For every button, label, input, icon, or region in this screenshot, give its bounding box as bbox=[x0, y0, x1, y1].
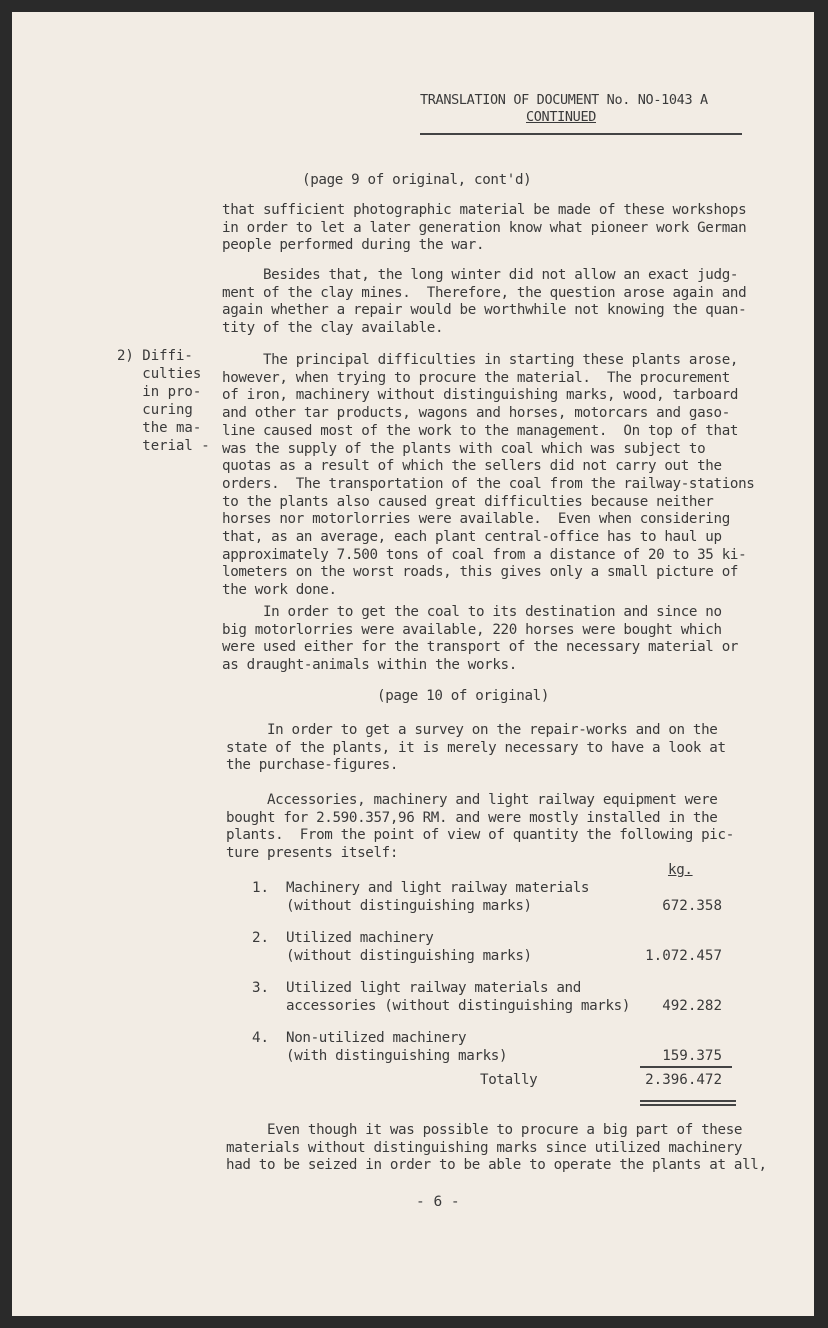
header-underline bbox=[420, 133, 742, 135]
paragraph-5: In order to get a survey on the repair-works and on the state of the plants, it is merely necessary to have a look at the purchase-figures. bbox=[226, 722, 726, 774]
page-reference-9: (page 9 of original, cont'd) bbox=[302, 172, 532, 188]
item-number: 4. bbox=[252, 1030, 270, 1046]
document-page bbox=[12, 12, 814, 1316]
item-value: 672.358 bbox=[662, 898, 722, 914]
item-description: Non-utilized machinery (with distinguishing marks) bbox=[286, 1030, 508, 1064]
item-number: 3. bbox=[252, 980, 270, 996]
paragraph-2: Besides that, the long winter did not allow an exact judg- ment of the clay mines. Therefore, the question arose again and again whether a repair would be worthwhile not knowing the quan- tity of the clay available. bbox=[222, 267, 747, 337]
item-number: 2. bbox=[252, 930, 270, 946]
paragraph-1: that sufficient photographic material be made of these workshops in order to let a later generation know what pioneer work German people performed during the war. bbox=[222, 202, 747, 254]
total-value: 2.396.472 bbox=[645, 1072, 722, 1088]
item-description: Utilized light railway materials and accessories (without distinguishing marks) bbox=[286, 980, 631, 1014]
item-value: 492.282 bbox=[662, 998, 722, 1014]
total-label: Totally bbox=[480, 1072, 538, 1088]
document-header-continued: CONTINUED bbox=[526, 109, 596, 125]
paragraph-6: Accessories, machinery and light railway equipment were bought for 2.590.357,96 RM. and were mostly installed in the plants. From the point of view of quantity the following pic- ture presents itself: bbox=[226, 792, 734, 862]
margin-note-difficulties: 2) Diffi- culties in pro- curing the ma- terial - bbox=[117, 348, 210, 454]
page-reference-10: (page 10 of original) bbox=[377, 688, 550, 704]
document-header-title: TRANSLATION OF DOCUMENT No. NO-1043 A bbox=[420, 92, 708, 108]
item-number: 1. bbox=[252, 880, 270, 896]
page-number: - 6 - bbox=[416, 1194, 460, 1210]
item-description: Utilized machinery (without distinguishing marks) bbox=[286, 930, 532, 964]
sum-underline bbox=[640, 1066, 732, 1068]
item-value: 1.072.457 bbox=[645, 948, 722, 964]
paragraph-3: The principal difficulties in starting these plants arose, however, when trying to procure the material. The procurement of iron, machinery without distinguishing marks, wood, tarboard and other tar products, wagons and horses, motorcars and gaso- line caused most of the work to the management. On top of that was the supply of the plants with coal which was subject to quotas as a result of which the sellers did not carry out the orders. The transportation of the coal from the railway-stations to the plants also caused great difficulties because neither horses nor motorlorries were available. Even when considering that, as an average, each plant central-office has to haul up approximately 7.500 tons of coal from a distance of 20 to 35 ki- lometers on the worst roads, this gives only a small picture of the work done. bbox=[222, 352, 755, 599]
item-value: 159.375 bbox=[662, 1048, 722, 1064]
total-double-rule-top bbox=[640, 1100, 736, 1102]
paragraph-7: Even though it was possible to procure a big part of these materials without distinguishing marks since utilized machinery had to be seized in order to be able to operate the plants at all, bbox=[226, 1122, 767, 1174]
paragraph-4: In order to get the coal to its destination and since no big motorlorries were available, 220 horses were bought which were used either for the transport of the necessary material or as draught-animals within the works. bbox=[222, 604, 739, 674]
total-double-rule-bottom bbox=[640, 1104, 736, 1106]
item-description: Machinery and light railway materials (without distinguishing marks) bbox=[286, 880, 590, 914]
unit-label-kg: kg. bbox=[668, 862, 693, 878]
